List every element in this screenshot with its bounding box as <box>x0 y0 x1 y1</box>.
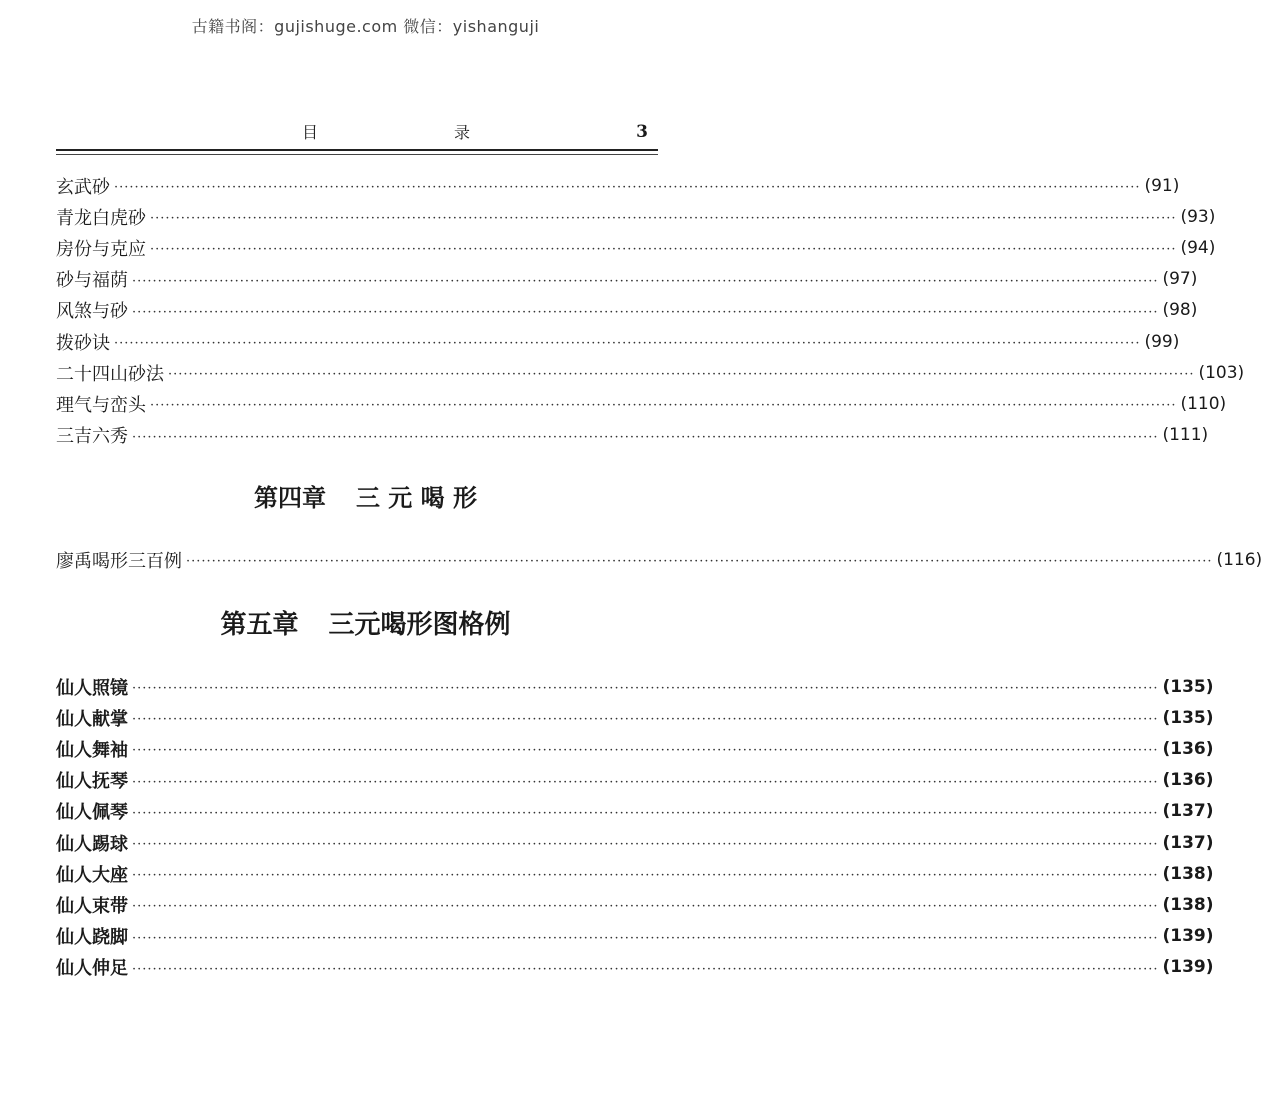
toc-entry-label: 青龙白虎砂 <box>56 207 146 229</box>
toc-leader-dots: ········································································································································································································ <box>132 774 1159 790</box>
toc-leader-dots: ········································································································································································································ <box>150 242 1177 258</box>
toc-entry-label: 廖禹喝形三百例 <box>56 550 182 572</box>
toc-leader-dots: ········································································································································································································ <box>132 899 1159 915</box>
toc-entry <box>56 420 1209 451</box>
toc-entry-label: 仙人献掌 <box>56 708 128 730</box>
toc-entry-page: (116) <box>1216 549 1262 570</box>
chapter-5-number: 第五章 <box>220 610 299 640</box>
toc-entry <box>56 921 1214 952</box>
toc-leader-dots: ········································································································································································································ <box>132 837 1159 853</box>
toc-entry-label: 仙人照镜 <box>56 677 128 699</box>
header-title-right: 录 <box>454 123 471 142</box>
toc-leader-dots: ········································································································································································································ <box>132 743 1159 759</box>
toc-entry-page: (138) <box>1162 863 1214 884</box>
toc-entry-label: 仙人束带 <box>56 895 128 917</box>
chapter-5-heading <box>0 604 731 641</box>
toc-leader-dots: ········································································································································································································ <box>132 681 1159 697</box>
toc-entry <box>56 295 1198 326</box>
toc-entry-label: 理气与峦头 <box>56 394 146 416</box>
toc-leader-dots: ········································································································································································································ <box>132 930 1159 946</box>
toc-leader-dots: ········································································································································································································ <box>114 336 1141 352</box>
toc-leader-dots: ········································································································································································································ <box>132 304 1159 320</box>
toc-entry <box>56 232 1216 263</box>
toc-entry-page: (139) <box>1162 957 1214 978</box>
toc-leader-dots: ········································································································································································································ <box>186 554 1213 570</box>
toc-entry-label: 房份与克应 <box>56 238 146 260</box>
toc-entry-page: (138) <box>1162 894 1214 915</box>
toc-entry-label: 仙人伸足 <box>56 958 128 980</box>
toc-entry <box>56 357 1245 388</box>
toc-entry-label: 二十四山砂法 <box>56 363 164 385</box>
toc-section-1 <box>56 170 1245 451</box>
toc-entry-page: (99) <box>1144 331 1180 352</box>
toc-leader-dots: ········································································································································································································ <box>132 961 1159 977</box>
toc-entry-label: 仙人抚琴 <box>56 771 128 793</box>
toc-entry <box>56 671 1214 702</box>
chapter-4-heading <box>0 478 731 513</box>
toc-leader-dots: ········································································································································································································ <box>132 805 1159 821</box>
toc-entry <box>56 388 1227 419</box>
toc-entry-page: (136) <box>1162 738 1214 759</box>
toc-entry-label: 砂与福荫 <box>56 270 128 292</box>
toc-entry-label: 三吉六秀 <box>56 426 128 448</box>
toc-leader-dots: ········································································································································································································ <box>150 398 1177 414</box>
toc-entry <box>56 201 1216 232</box>
toc-entry-page: (136) <box>1162 770 1214 791</box>
toc-entry <box>56 544 1262 575</box>
toc-entry-label: 仙人佩琴 <box>56 802 128 824</box>
toc-entry-page: (135) <box>1162 676 1214 697</box>
toc-entry-page: (135) <box>1162 707 1214 728</box>
toc-leader-dots: ········································································································································································································ <box>168 367 1195 383</box>
toc-entry-page: (137) <box>1162 832 1214 853</box>
toc-entry-page: (139) <box>1162 926 1214 947</box>
toc-leader-dots: ········································································································································································································ <box>132 712 1159 728</box>
toc-entry <box>56 827 1214 858</box>
watermark-text: 古籍书阁：gujishuge.com 微信：yishanguji <box>191 17 540 36</box>
toc-entry <box>56 889 1214 920</box>
toc-leader-dots: ········································································································································································································ <box>114 180 1141 196</box>
toc-section-3 <box>56 671 1214 983</box>
chapter-4-number: 第四章 <box>253 483 326 512</box>
toc-entry-label: 仙人踢球 <box>56 833 128 855</box>
toc-entry-page: (110) <box>1180 393 1227 414</box>
header-rule-thin <box>56 154 658 155</box>
page-number: 3 <box>636 122 648 142</box>
toc-entry-label: 风煞与砂 <box>56 301 128 323</box>
toc-entry <box>56 264 1198 295</box>
toc-leader-dots: ········································································································································································································ <box>150 211 1177 227</box>
toc-entry <box>56 326 1180 357</box>
toc-entry-page: (98) <box>1162 300 1198 321</box>
toc-entry <box>56 733 1214 764</box>
toc-entry-label: 仙人大座 <box>56 864 128 886</box>
toc-entry <box>56 858 1214 889</box>
toc-entry-label: 玄武砂 <box>56 176 110 198</box>
toc-entry <box>56 796 1214 827</box>
toc-leader-dots: ········································································································································································································ <box>132 429 1159 445</box>
toc-entry-label: 拨砂诀 <box>56 332 110 354</box>
toc-entry <box>56 952 1214 983</box>
header-title-left: 目 <box>302 123 319 142</box>
toc-entry-page: (97) <box>1162 269 1198 290</box>
header-rule-thick <box>56 149 658 151</box>
toc-entry-page: (103) <box>1198 362 1245 383</box>
toc-entry-page: (93) <box>1180 206 1216 227</box>
toc-entry-page: (94) <box>1180 237 1216 258</box>
chapter-5-title: 三元喝形图格例 <box>328 610 511 640</box>
toc-entry-page: (91) <box>1144 175 1180 196</box>
toc-entry <box>56 170 1180 201</box>
toc-section-2 <box>56 544 1262 575</box>
toc-entry-label: 仙人跷脚 <box>56 927 128 949</box>
toc-entry-page: (111) <box>1162 425 1209 446</box>
chapter-4-title: 三 元 喝 形 <box>355 483 478 512</box>
page-header <box>56 120 658 146</box>
toc-entry-label: 仙人舞袖 <box>56 739 128 761</box>
toc-entry-page: (137) <box>1162 801 1214 822</box>
toc-entry <box>56 702 1214 733</box>
toc-leader-dots: ········································································································································································································ <box>132 273 1159 289</box>
toc-entry <box>56 765 1214 796</box>
toc-leader-dots: ········································································································································································································ <box>132 868 1159 884</box>
